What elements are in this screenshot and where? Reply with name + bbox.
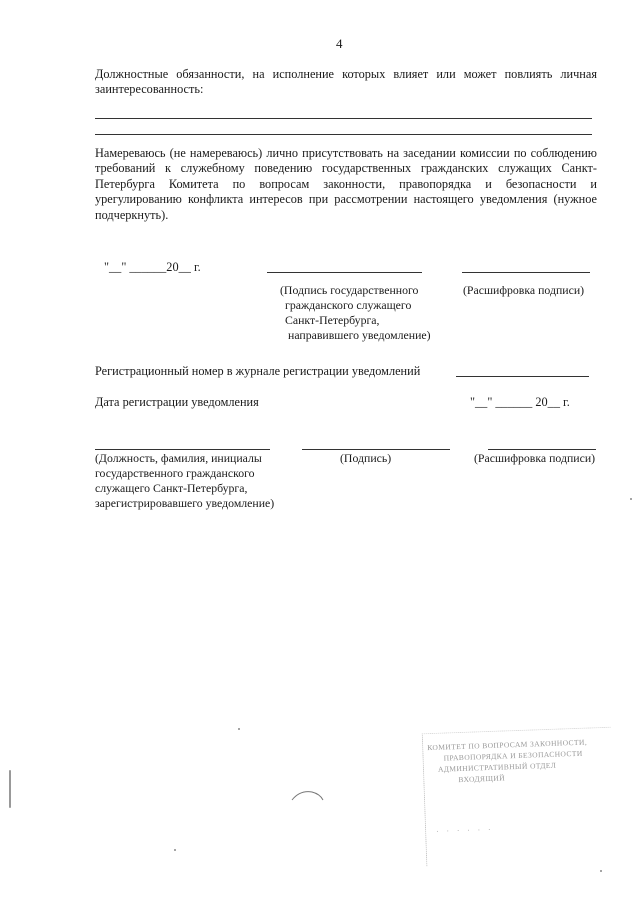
employee-transcript-caption: (Расшифровка подписи): [463, 283, 585, 297]
registrar-signature-caption: (Подпись): [340, 451, 392, 465]
employee-transcript-line: [462, 272, 590, 273]
registration-number-label: Регистрационный номер в журнале регистрации уведомлений: [95, 364, 421, 378]
registrar-transcript-caption: (Расшифровка подписи): [474, 451, 596, 465]
registrar-caption: (Должность, фамилия, инициалы государственного гражданского служащего Санкт-Петербурга, зарегистрировавшего уведомление): [95, 451, 275, 510]
scan-speck: [630, 498, 632, 500]
registrar-name-line: [95, 449, 270, 450]
registration-date-label: Дата регистрации уведомления: [95, 395, 259, 409]
stamp-fill-dots: · · · · · ·: [436, 824, 494, 836]
scan-mark: [290, 788, 326, 808]
registration-number-line: [456, 376, 589, 377]
registration-stamp: КОМИТЕТ ПО ВОПРОСАМ ЗАКОННОСТИ, ПРАВОПОРЯДКА И БЕЗОПАСНОСТИ АДМИНИСТРАТИВНЫЙ ОТДЕЛ ВХОДЯЩИЙ · · · · · ·: [422, 727, 616, 867]
employee-signature-caption: (Подпись государственного гражданского служащего Санкт-Петербурга, направившего уведомление): [280, 283, 431, 342]
scan-speck: [600, 870, 602, 872]
duties-text: Должностные обязанности, на исполнение которых влияет или может повлиять личная заинтересованность:: [95, 67, 597, 96]
scan-speck: [238, 728, 240, 730]
page-number: 4: [336, 36, 343, 51]
duties-line-1: [95, 118, 592, 119]
registrar-signature-line: [302, 449, 450, 450]
employee-signature-line: [267, 272, 422, 273]
scan-speck: [174, 849, 176, 851]
scan-edge-mark: [9, 770, 11, 808]
registration-date: "__" ______ 20__ г.: [470, 395, 570, 409]
submission-date: "__" ______20__ г.: [104, 260, 201, 274]
intent-text: Намереваюсь (не намереваюсь) лично присутствовать на заседании комиссии по соблюдению требований к служебному поведению государственных гражданских служащих Санкт-Петербурга Комитета по вопросам законности, правопорядка и безопасности и урегулированию конфликта интересов при рассмотрении настоящего уведомления (нужное подчеркнуть).: [95, 146, 597, 222]
duties-line-2: [95, 134, 592, 135]
registrar-transcript-line: [488, 449, 596, 450]
